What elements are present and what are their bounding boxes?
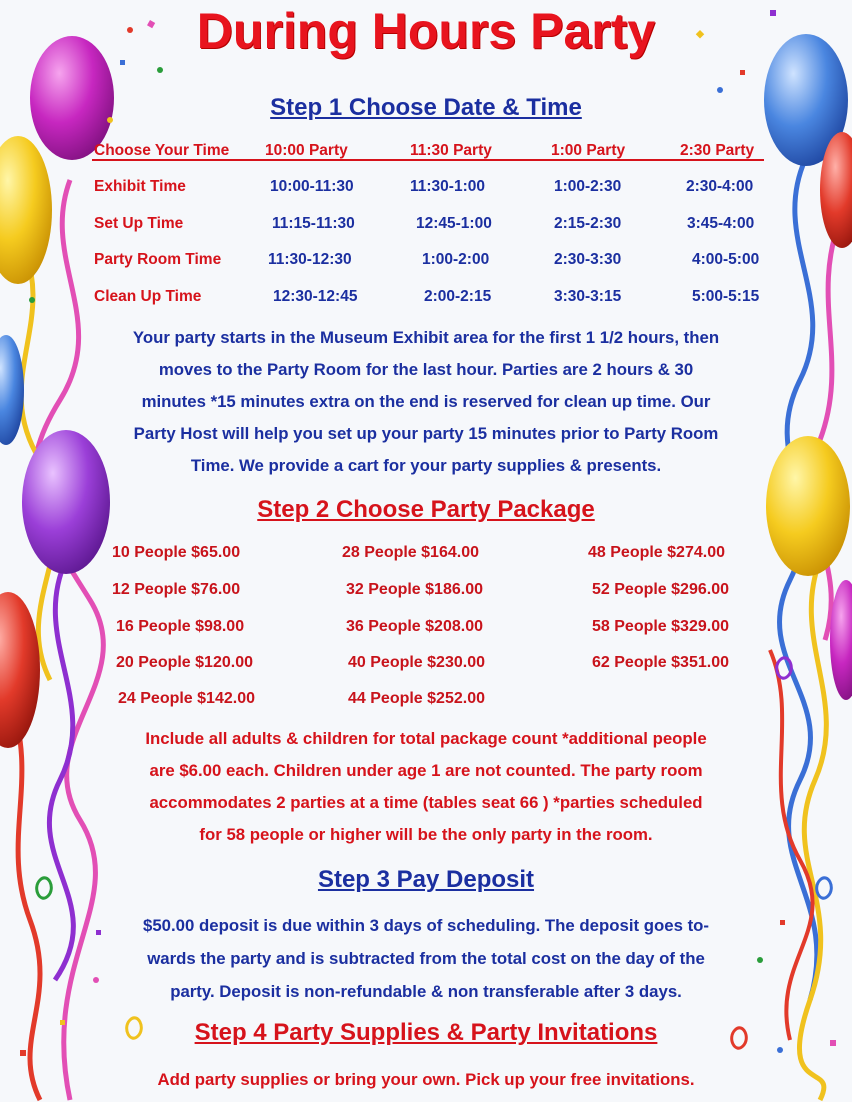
step2-description bbox=[80, 723, 772, 851]
text-line: $50.00 deposit is due within 3 days of scheduling. The deposit goes to- bbox=[143, 916, 709, 935]
text-line: wards the party and is subtracted from the total cost on the day of the bbox=[147, 949, 705, 968]
schedule-cell: 11:30-1:00 bbox=[410, 178, 485, 195]
step2-heading: Step 2 Choose Party Package bbox=[257, 496, 595, 523]
schedule-header-cell: 11:30 Party bbox=[410, 142, 492, 159]
step1-heading: Step 1 Choose Date & Time bbox=[270, 94, 582, 121]
text-line: Time. We provide a cart for your party supplies & presents. bbox=[190, 456, 662, 475]
package-item: 28 People $164.00 bbox=[342, 544, 479, 561]
schedule-row-label: Exhibit Time bbox=[94, 178, 186, 195]
package-item: 36 People $208.00 bbox=[346, 618, 483, 635]
schedule-cell: 2:30-4:00 bbox=[686, 178, 754, 195]
schedule-header-row bbox=[0, 142, 852, 166]
schedule-cell: 10:00-11:30 bbox=[270, 178, 354, 195]
schedule-cell: 1:00-2:00 bbox=[422, 251, 490, 268]
schedule-row-label: Set Up Time bbox=[94, 215, 184, 232]
package-item: 52 People $296.00 bbox=[592, 581, 729, 598]
schedule-row-label: Party Room Time bbox=[94, 251, 222, 268]
schedule-cell: 2:00-2:15 bbox=[424, 288, 492, 305]
schedule-cell: 11:15-11:30 bbox=[272, 215, 355, 232]
package-item: 48 People $274.00 bbox=[588, 544, 725, 561]
package-item: 62 People $351.00 bbox=[592, 654, 729, 671]
schedule-header-cell: Choose Your Time bbox=[94, 142, 230, 159]
package-item: 24 People $142.00 bbox=[118, 690, 255, 707]
schedule-cell: 5:00-5:15 bbox=[692, 288, 760, 305]
package-item: 44 People $252.00 bbox=[348, 690, 485, 707]
text-line: Include all adults & children for total package count *additional people bbox=[145, 729, 707, 748]
text-line: Your party starts in the Museum Exhibit area for the first 1 1/2 hours, then bbox=[132, 328, 720, 347]
schedule-cell: 11:30-12:30 bbox=[268, 251, 352, 268]
text-line: accommodates 2 parties at a time (tables seat 66 ) *parties scheduled bbox=[149, 793, 703, 812]
step1-description bbox=[80, 322, 772, 482]
text-line: Party Host will help you set up your party 15 minutes prior to Party Room bbox=[133, 424, 719, 443]
schedule-row bbox=[0, 251, 852, 275]
schedule-header-cell: 10:00 Party bbox=[265, 142, 348, 159]
schedule-header-cell: 2:30 Party bbox=[680, 142, 755, 159]
text-line: minutes *15 minutes extra on the end is reserved for clean up time. Our bbox=[141, 392, 711, 411]
schedule-row bbox=[0, 288, 852, 312]
package-item: 32 People $186.00 bbox=[346, 581, 483, 598]
schedule-row bbox=[0, 215, 852, 239]
step3-heading: Step 3 Pay Deposit bbox=[317, 866, 535, 893]
schedule-cell: 1:00-2:30 bbox=[554, 178, 622, 195]
schedule-cell: 2:15-2:30 bbox=[554, 215, 622, 232]
text-line: for 58 people or higher will be the only party in the room. bbox=[199, 825, 653, 844]
step4-description: Add party supplies or bring your own. Pick up your free invitations. bbox=[157, 1070, 695, 1089]
package-item: 58 People $329.00 bbox=[592, 618, 729, 635]
package-item: 40 People $230.00 bbox=[348, 654, 485, 671]
schedule-cell: 2:30-3:30 bbox=[554, 251, 622, 268]
step3-description bbox=[90, 909, 762, 1008]
package-item: 20 People $120.00 bbox=[116, 654, 253, 671]
schedule-header-cell: 1:00 Party bbox=[551, 142, 626, 159]
step4-heading: Step 4 Party Supplies & Party Invitations bbox=[194, 1019, 658, 1046]
package-item: 16 People $98.00 bbox=[116, 618, 245, 635]
page-title: During Hours Party bbox=[196, 3, 656, 59]
schedule-cell: 3:30-3:15 bbox=[554, 288, 622, 305]
text-line: are $6.00 each. Children under age 1 are not counted. The party room bbox=[149, 761, 703, 780]
schedule-cell: 3:45-4:00 bbox=[687, 215, 755, 232]
schedule-row-label: Clean Up Time bbox=[94, 288, 202, 305]
schedule-cell: 12:30-12:45 bbox=[273, 288, 358, 305]
schedule-cell: 12:45-1:00 bbox=[416, 215, 492, 232]
package-item: 12 People $76.00 bbox=[112, 581, 241, 598]
text-line: party. Deposit is non-refundable & non transferable after 3 days. bbox=[170, 982, 682, 1001]
package-item: 10 People $65.00 bbox=[112, 544, 241, 561]
schedule-cell: 4:00-5:00 bbox=[692, 251, 760, 268]
schedule-row bbox=[0, 178, 852, 202]
text-line: moves to the Party Room for the last hour. Parties are 2 hours & 30 bbox=[158, 360, 694, 379]
